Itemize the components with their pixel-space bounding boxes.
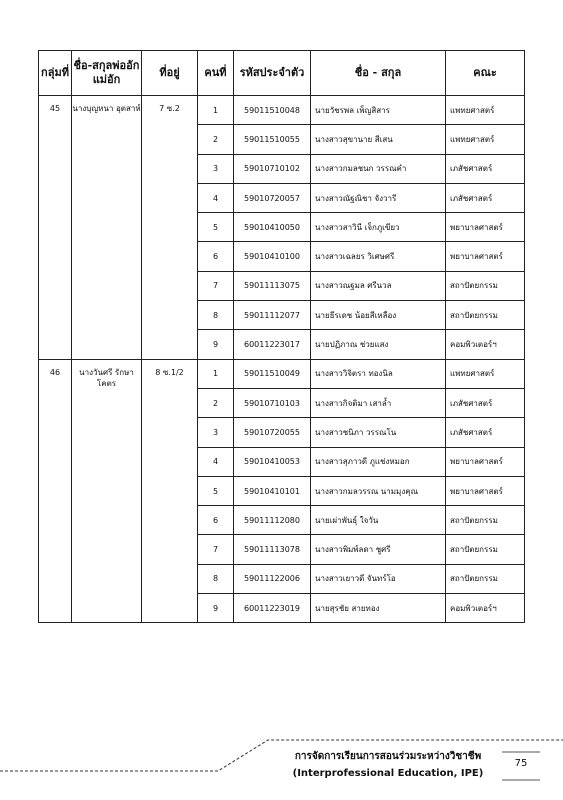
student-name: นางสาวพิมพ์ลดา ชูศรี [311,535,446,564]
student-name: นายปฏิภาณ ช่วยแสง [311,330,446,359]
member-no: 8 [198,564,234,593]
student-name: นางสาวณฐมล ศรีนวล [311,271,446,300]
student-faculty: แพทยศาสตร์ [446,359,525,388]
header-name: ชื่อ - สกุล [311,51,446,96]
student-id: 59011113075 [234,271,311,300]
student-faculty: คอมพิวเตอร์ฯ [446,594,525,623]
student-faculty: เภสัชศาสตร์ [446,388,525,417]
student-name: นางสาวสุภาวดี ภูแช่งหมอก [311,447,446,476]
student-faculty: สถาปัตยกรรม [446,535,525,564]
student-name: นางสาวณัฐณิชา จังวารี [311,183,446,212]
student-faculty: แพทยศาสตร์ [446,96,525,125]
student-name: นายธีรเดช น้อยสีเหลือง [311,301,446,330]
header-no: คนที่ [198,51,234,96]
student-name: นายเผ่าพันธุ์ ใจวัน [311,506,446,535]
member-no: 9 [198,330,234,359]
student-name: นางสาววิจิตรา ทองนิล [311,359,446,388]
student-name: นายวัชรพล เพ็ญสิสาร [311,96,446,125]
student-faculty: พยาบาลศาสตร์ [446,213,525,242]
member-no: 6 [198,506,234,535]
student-id: 59010410100 [234,242,311,271]
student-faculty: เภสัชศาสตร์ [446,183,525,212]
mentor-address: 8 ซ.1/2 [142,359,198,623]
student-faculty: เภสัชศาสตร์ [446,418,525,447]
member-no: 5 [198,476,234,505]
member-no: 6 [198,242,234,271]
student-faculty: พยาบาลศาสตร์ [446,242,525,271]
student-id: 59011510055 [234,125,311,154]
student-id: 59011112077 [234,301,311,330]
student-faculty: สถาปัตยกรรม [446,564,525,593]
student-faculty: แพทยศาสตร์ [446,125,525,154]
student-faculty: พยาบาลศาสตร์ [446,447,525,476]
student-name: นายสุรชัย สายทอง [311,594,446,623]
student-faculty: พยาบาลศาสตร์ [446,476,525,505]
member-no: 2 [198,388,234,417]
group-number: 45 [39,96,72,360]
member-no: 3 [198,418,234,447]
student-id: 59010720055 [234,418,311,447]
student-name: นางสาวกมลวรรณ นามมุงคุณ [311,476,446,505]
mentor-name: นางวันศรี รักษาโคตร [72,359,142,623]
member-no: 5 [198,213,234,242]
student-faculty: เภสัชศาสตร์ [446,154,525,183]
student-id: 59011510049 [234,359,311,388]
table-row [39,96,525,125]
student-name: นางสาวกมลชนก วรรณคำ [311,154,446,183]
mentor-name: นางบุญหนา อุตสาห์ [72,96,142,360]
mentor-address: 7 ซ.2 [142,96,198,360]
student-id: 60011223019 [234,594,311,623]
student-id: 59011113078 [234,535,311,564]
member-no: 1 [198,96,234,125]
member-no: 1 [198,359,234,388]
group-assignment-table [38,50,525,623]
student-faculty: คอมพิวเตอร์ฯ [446,330,525,359]
student-name: นางสาวเฉลยร วิเศษศรี [311,242,446,271]
student-name: นางสาวสุขานาย สีเสน [311,125,446,154]
student-name: นางสาวสาวินี เจ็กภูเขียว [311,213,446,242]
header-address: ที่อยู่ [142,51,198,96]
student-id: 59010410050 [234,213,311,242]
student-id: 59010710103 [234,388,311,417]
footer-subtitle: (Interprofessional Education, IPE) [292,768,484,779]
student-name: นางสาวกิจติมา เสาล้ำ [311,388,446,417]
student-id: 60011223017 [234,330,311,359]
student-faculty: สถาปัตยกรรม [446,271,525,300]
student-id: 59011510048 [234,96,311,125]
student-id: 59010410053 [234,447,311,476]
page-number: 75 [514,758,528,769]
student-name: นางสาวชนิภา วรรณโน [311,418,446,447]
student-id: 59011122006 [234,564,311,593]
header-faculty: คณะ [446,51,525,96]
table-row [39,359,525,388]
student-id: 59010710102 [234,154,311,183]
footer-title: การจัดการเรียนการสอนร่วมระหว่างวิชาชีพ [294,751,482,762]
student-name: นางสาวเยาวดี จันทร์โอ [311,564,446,593]
header-group: กลุ่มที่ [39,51,72,96]
student-id: 59011112080 [234,506,311,535]
member-no: 7 [198,535,234,564]
header-mentor: ชื่อ-สกุลพ่ออักแม่อัก [72,51,142,96]
member-no: 3 [198,154,234,183]
member-no: 2 [198,125,234,154]
member-no: 4 [198,183,234,212]
student-faculty: สถาปัตยกรรม [446,301,525,330]
header-row [39,51,525,96]
student-faculty: สถาปัตยกรรม [446,506,525,535]
member-no: 8 [198,301,234,330]
member-no: 7 [198,271,234,300]
student-id: 59010720057 [234,183,311,212]
header-student-id: รหัสประจำตัว [234,51,311,96]
group-number: 46 [39,359,72,623]
member-no: 4 [198,447,234,476]
table-body [39,96,525,623]
member-no: 9 [198,594,234,623]
student-id: 59010410101 [234,476,311,505]
